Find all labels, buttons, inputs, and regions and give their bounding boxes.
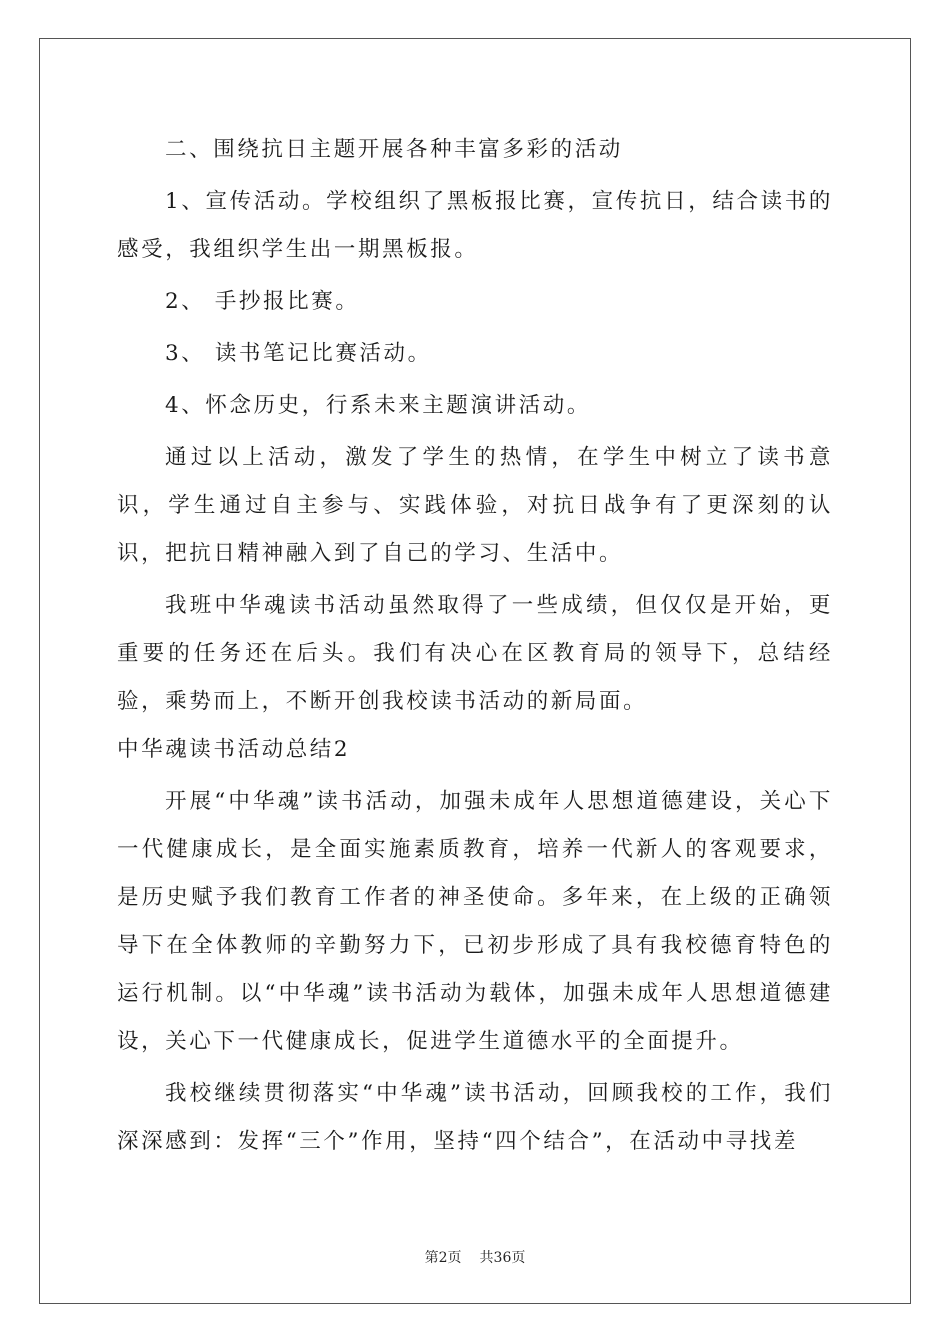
paragraph: 开展“中华魂”读书活动，加强未成年人思想道德建设，关心下一代健康成长，是全面实施素质教育，培养一代新人的客观要求，是历史赋予我们教育工作者的神圣使命。多年来，在上级的正确领导下在全体教师的辛勤努力下，已初步形成了具有我校德育特色的运行机制。以“中华魂”读书活动为载体，加强未成年人思想道德建设，关心下一代健康成长，促进学生道德水平的全面提升。	[117, 789, 833, 1054]
document-body	[117, 126, 833, 1166]
paragraph: 通过以上活动，激发了学生的热情，在学生中树立了读书意识，学生通过自主参与、实践体验，对抗日战争有了更深刻的认识，把抗日精神融入到了自己的学习、生活中。	[117, 445, 833, 566]
page-footer	[0, 1247, 950, 1267]
paragraph: 4、怀念历史，行系未来主题演讲活动。	[165, 393, 591, 418]
paragraph: 二、围绕抗日主题开展各种丰富多彩的活动	[165, 137, 623, 162]
paragraph: 1、宣传活动。学校组织了黑板报比赛，宣传抗日，结合读书的感受，我组织学生出一期黑板报。	[117, 189, 833, 262]
page-total: 共36页	[479, 1250, 526, 1266]
paragraph: 我班中华魂读书活动虽然取得了一些成绩，但仅仅是开始，更重要的任务还在后头。我们有决心在区教育局的领导下，总结经验，乘势而上，不断开创我校读书活动的新局面。	[117, 593, 833, 714]
paragraph: 我校继续贯彻落实“中华魂”读书活动，回顾我校的工作，我们深深感到：发挥“三个”作用，坚持“四个结合”，在活动中寻找差	[117, 1081, 833, 1154]
paragraph: 3、 读书笔记比赛活动。	[165, 341, 432, 366]
paragraph: 2、 手抄报比赛。	[165, 289, 360, 314]
section-heading: 中华魂读书活动总结2	[117, 737, 351, 762]
page-number: 第2页	[424, 1250, 462, 1266]
